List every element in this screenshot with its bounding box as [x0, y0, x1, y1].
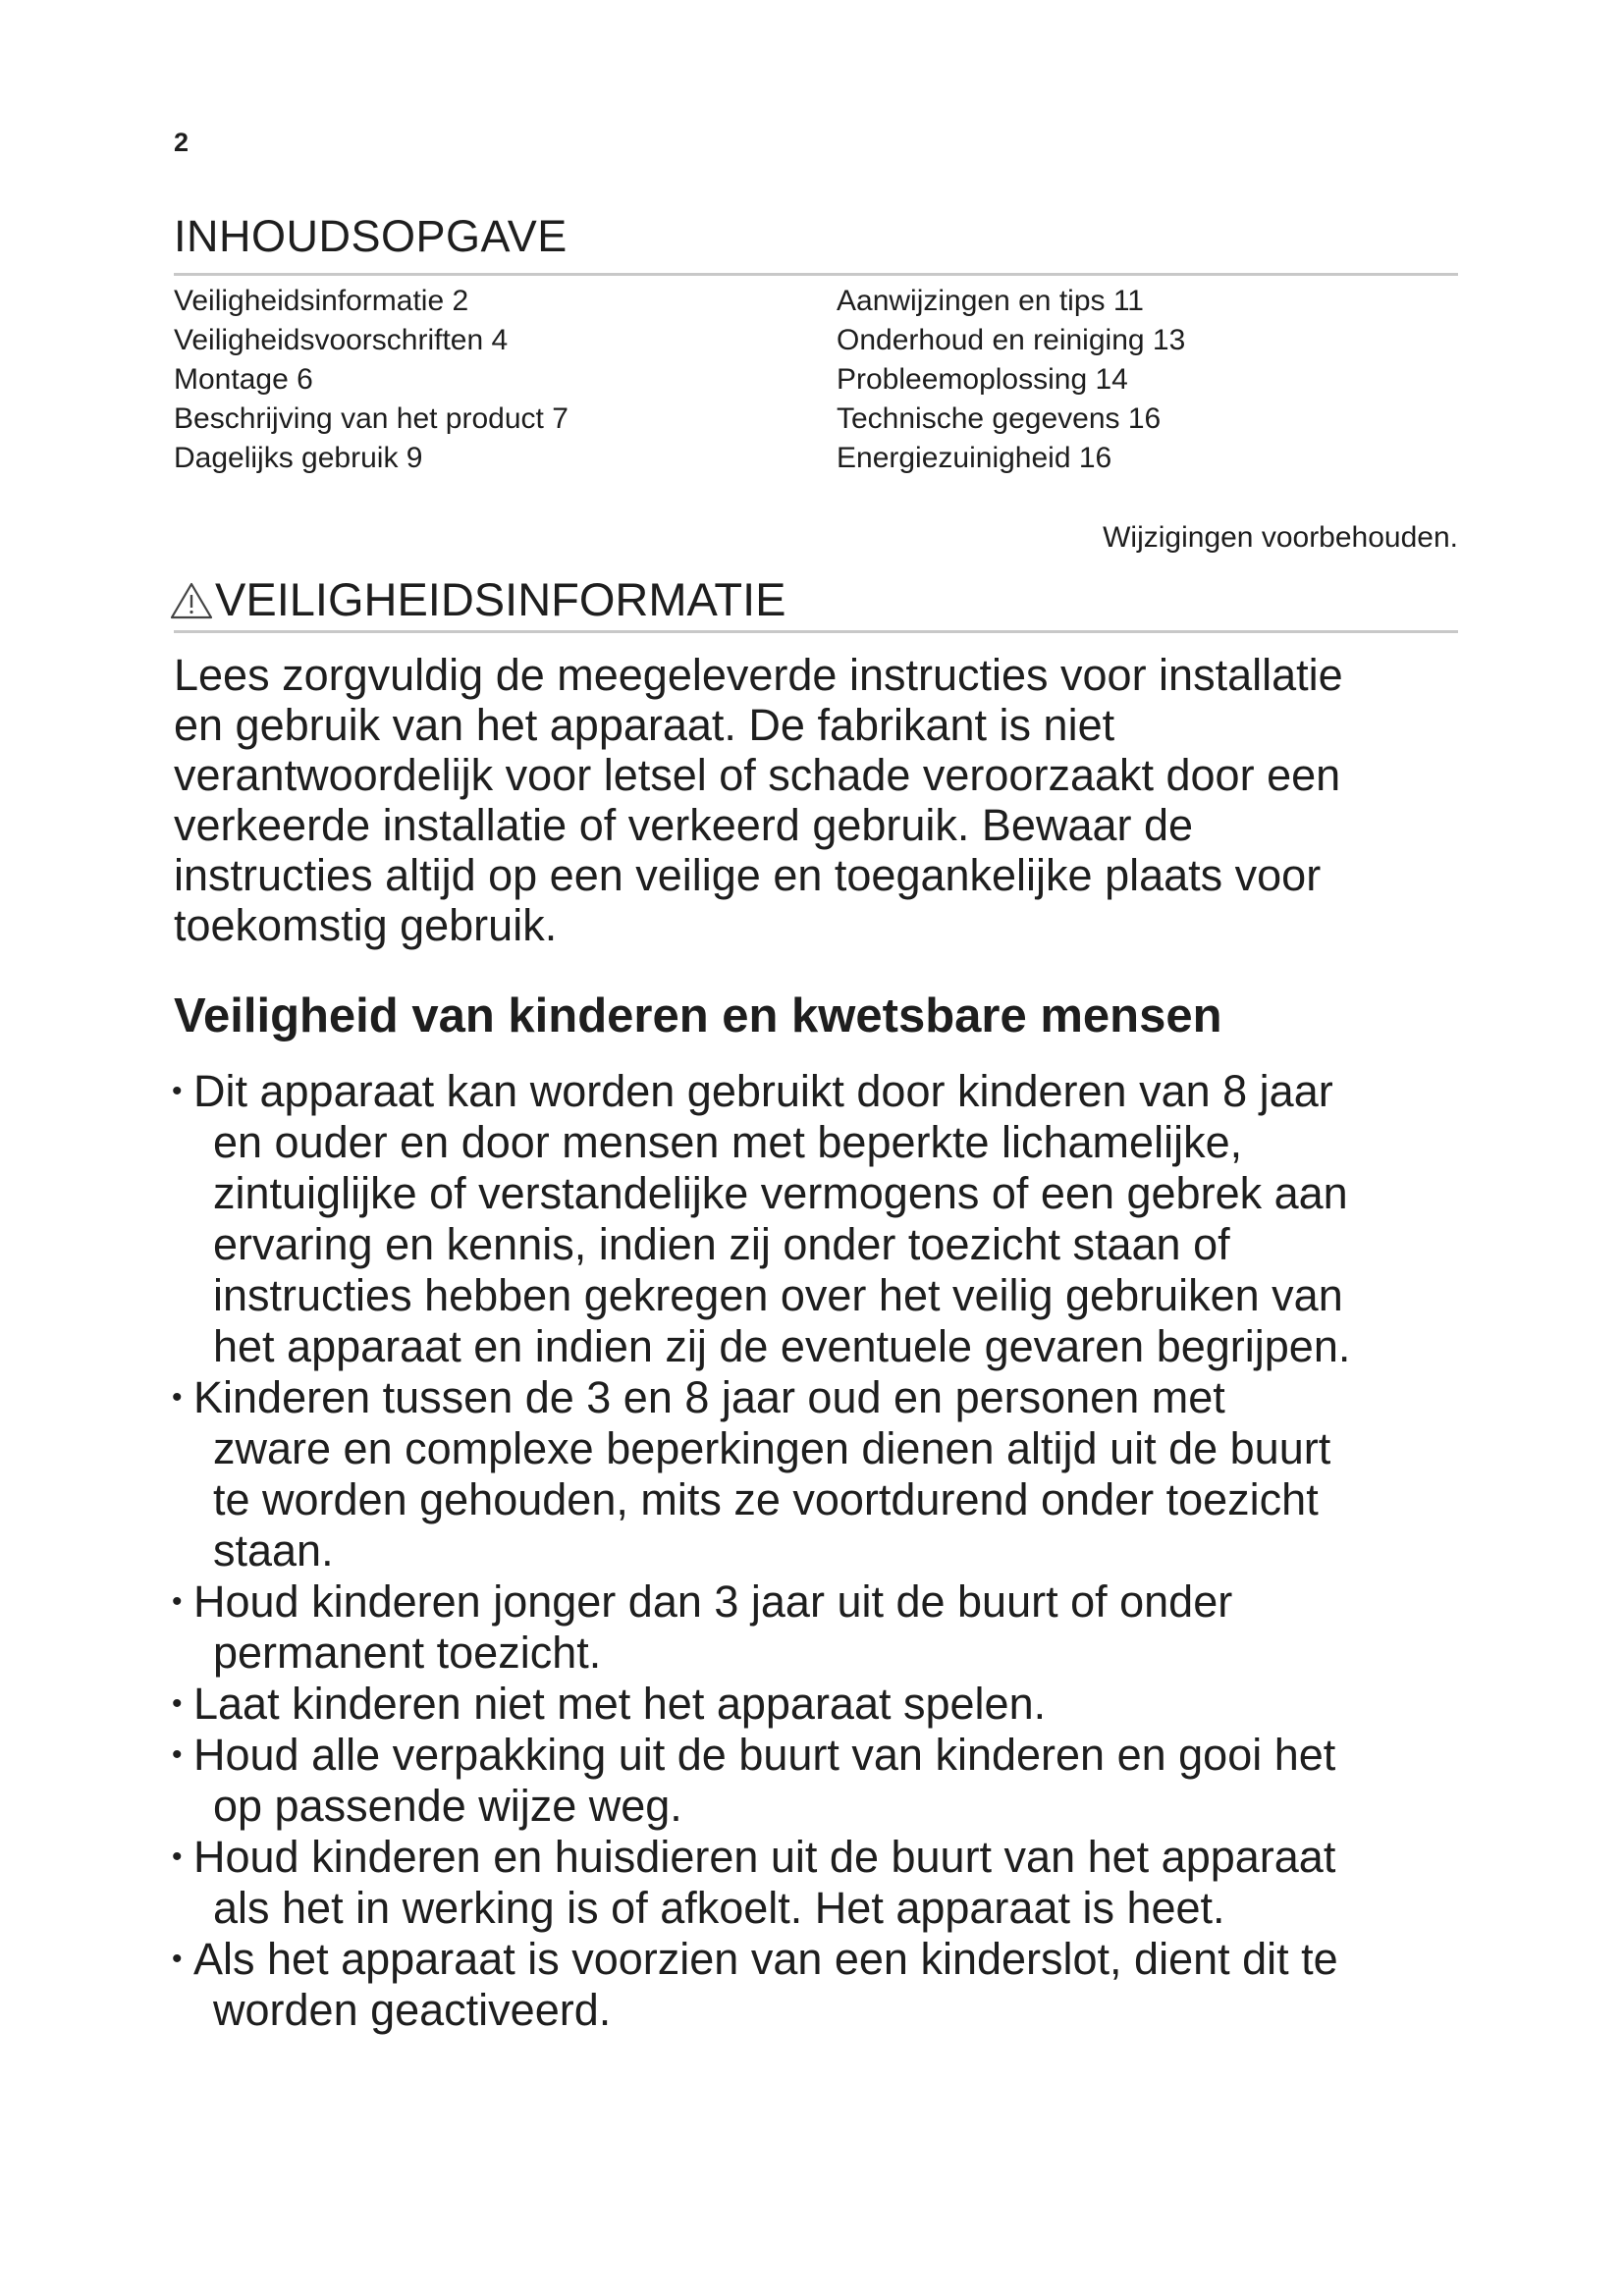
children-safety-heading: Veiligheid van kinderen en kwetsbare mensen — [174, 989, 1222, 1042]
toc-title: INHOUDSOPGAVE — [174, 211, 568, 261]
toc-entry[interactable]: Onderhoud en reiniging 13 — [837, 324, 1186, 356]
bullet-line: ervaring en kennis, indien zij onder toezicht staan of — [213, 1219, 1230, 1269]
bullet-line: Houd alle verpakking uit de buurt van kinderen en gooi het — [193, 1730, 1336, 1780]
list-item — [170, 1576, 1350, 1679]
bullet-line: en ouder en door mensen met beperkte lichamelijke, — [213, 1117, 1243, 1167]
bullet-line: op passende wijze weg. — [213, 1781, 682, 1831]
list-item — [170, 1066, 1350, 1372]
bullet-line: het apparaat en indien zij de eventuele gevaren begrijpen. — [213, 1321, 1351, 1371]
bullet-icon: • — [172, 1687, 183, 1720]
bullet-icon: • — [172, 1841, 183, 1873]
list-item — [170, 1730, 1350, 1832]
bullet-line: Dit apparaat kan worden gebruikt door kinderen van 8 jaar — [193, 1066, 1333, 1116]
toc-entry[interactable]: Aanwijzingen en tips 11 — [837, 285, 1144, 317]
toc-divider — [174, 273, 1458, 276]
safety-intro-paragraph — [174, 650, 1470, 950]
bullet-line: zintuiglijke of verstandelijke vermogens of een gebrek aan — [213, 1168, 1348, 1218]
intro-line: verkeerde installatie of verkeerd gebruik. Bewaar de — [174, 800, 1194, 850]
intro-line: en gebruik van het apparaat. De fabrikant is niet — [174, 700, 1115, 750]
bullet-line: staan. — [213, 1525, 334, 1575]
bullet-icon: • — [172, 1381, 183, 1414]
children-safety-list — [170, 1066, 1350, 2036]
intro-line: verantwoordelijk voor letsel of schade veroorzaakt door een — [174, 750, 1341, 800]
list-item — [170, 1934, 1350, 2036]
safety-title-text: VEILIGHEIDSINFORMATIE — [215, 573, 786, 625]
toc-entry[interactable]: Energiezuinigheid 16 — [837, 442, 1112, 474]
bullet-icon: • — [172, 1075, 183, 1107]
list-item — [170, 1372, 1350, 1576]
intro-line: instructies altijd op een veilige en toegankelijke plaats voor — [174, 850, 1322, 900]
bullet-line: als het in werking is of afkoelt. Het apparaat is heet. — [213, 1883, 1225, 1933]
bullet-line: instructies hebben gekregen over het veilig gebruiken van — [213, 1270, 1343, 1320]
list-item — [170, 1832, 1350, 1934]
bullet-line: te worden gehouden, mits ze voortdurend onder toezicht — [213, 1474, 1319, 1524]
intro-line: Lees zorgvuldig de meegeleverde instructies voor installatie — [174, 650, 1343, 700]
reservation-note: Wijzigingen voorbehouden. — [1103, 521, 1458, 554]
warning-triangle-icon — [170, 581, 213, 620]
toc-right-column — [837, 282, 1185, 478]
page-number: 2 — [174, 128, 189, 157]
bullet-icon: • — [172, 1943, 183, 1975]
safety-divider — [174, 630, 1458, 633]
toc-entry[interactable]: Montage 6 — [174, 363, 313, 396]
intro-line: toekomstig gebruik. — [174, 900, 558, 950]
bullet-line: Kinderen tussen de 3 en 8 jaar oud en personen met — [193, 1372, 1225, 1422]
toc-entry[interactable]: Dagelijks gebruik 9 — [174, 442, 423, 474]
bullet-icon: • — [172, 1585, 183, 1618]
bullet-icon: • — [172, 1738, 183, 1771]
safety-section-title — [170, 573, 786, 625]
toc-entry[interactable]: Technische gegevens 16 — [837, 402, 1162, 435]
bullet-line: zware en complexe beperkingen dienen altijd uit de buurt — [213, 1423, 1331, 1473]
bullet-line: Houd kinderen en huisdieren uit de buurt van het apparaat — [193, 1832, 1336, 1882]
bullet-line: Laat kinderen niet met het apparaat spelen. — [193, 1679, 1047, 1729]
toc-entry[interactable]: Beschrijving van het product 7 — [174, 402, 568, 435]
bullet-line: Houd kinderen jonger dan 3 jaar uit de buurt of onder — [193, 1576, 1233, 1627]
toc-left-column — [174, 282, 568, 478]
bullet-line: worden geactiveerd. — [213, 1985, 612, 2035]
bullet-line: Als het apparaat is voorzien van een kinderslot, dient dit te — [193, 1934, 1338, 1984]
toc-entry[interactable]: Veiligheidsvoorschriften 4 — [174, 324, 509, 356]
bullet-line: permanent toezicht. — [213, 1628, 602, 1678]
toc-entry[interactable]: Probleemoplossing 14 — [837, 363, 1128, 396]
toc-entry[interactable]: Veiligheidsinformatie 2 — [174, 285, 469, 317]
list-item — [170, 1679, 1350, 1730]
